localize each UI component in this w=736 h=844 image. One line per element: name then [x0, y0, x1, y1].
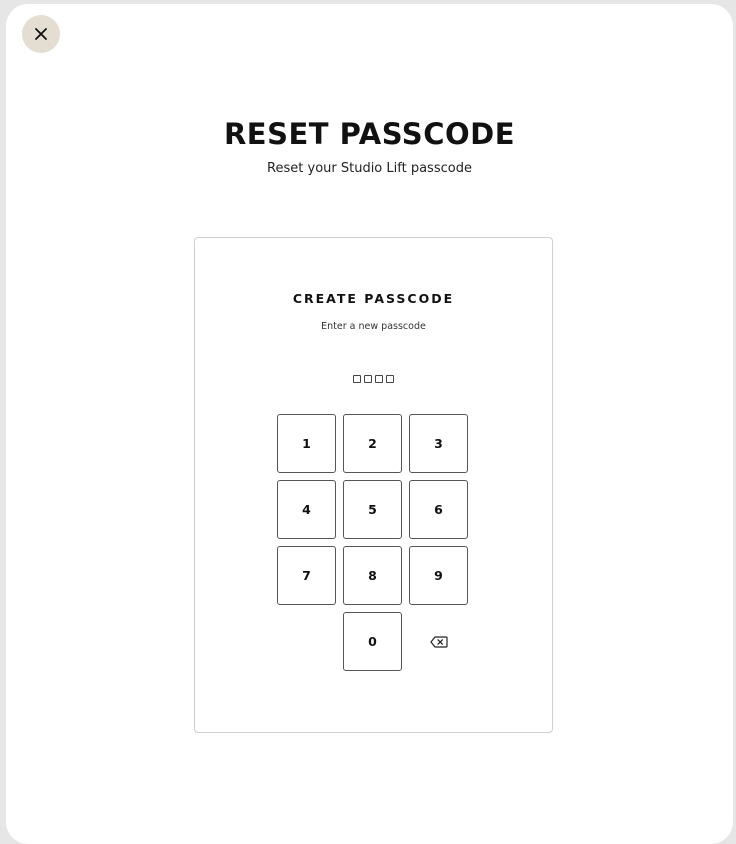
- passcode-dot: [353, 375, 361, 383]
- key-4[interactable]: 4: [277, 480, 336, 539]
- passcode-dot: [375, 375, 383, 383]
- key-9[interactable]: 9: [409, 546, 468, 605]
- key-8[interactable]: 8: [343, 546, 402, 605]
- card-title: CREATE PASSCODE: [292, 291, 455, 306]
- card-subtitle: Enter a new passcode: [321, 321, 426, 332]
- reset-passcode-modal: [6, 4, 733, 844]
- key-3[interactable]: 3: [409, 414, 468, 473]
- key-2[interactable]: 2: [343, 414, 402, 473]
- passcode-indicator: [195, 375, 552, 383]
- backspace-button[interactable]: [409, 612, 468, 671]
- keypad: [277, 414, 471, 674]
- close-icon: [34, 27, 48, 41]
- page-title: RESET PASSCODE: [223, 117, 516, 151]
- passcode-dot: [364, 375, 372, 383]
- key-0[interactable]: 0: [343, 612, 402, 671]
- key-6[interactable]: 6: [409, 480, 468, 539]
- key-7[interactable]: 7: [277, 546, 336, 605]
- key-1[interactable]: 1: [277, 414, 336, 473]
- passcode-card: [194, 237, 553, 733]
- close-button[interactable]: [22, 15, 60, 53]
- page-subtitle: Reset your Studio Lift passcode: [267, 161, 472, 176]
- passcode-dot: [386, 375, 394, 383]
- backspace-icon: [430, 636, 448, 648]
- key-5[interactable]: 5: [343, 480, 402, 539]
